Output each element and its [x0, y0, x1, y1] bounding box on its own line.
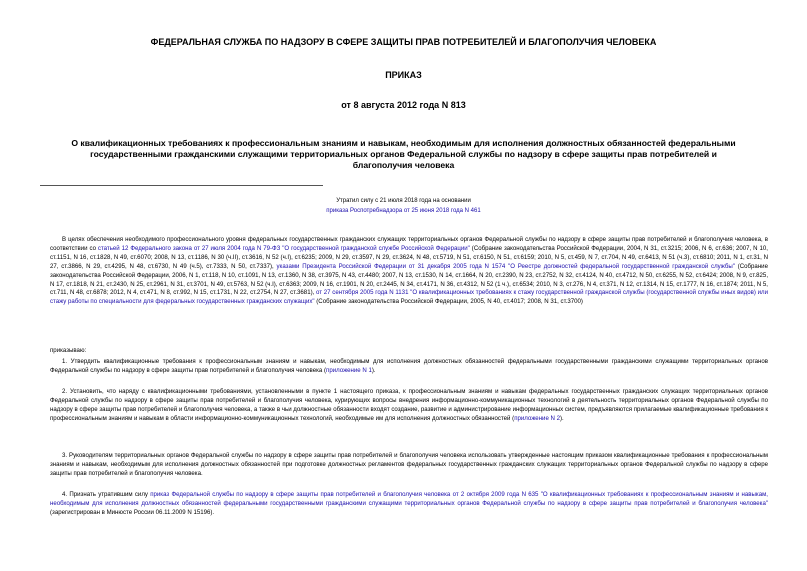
- paragraph-1-end: ).: [371, 366, 376, 374]
- repeal-note: Утратил силу с 21 июля 2018 года на основании: [336, 198, 471, 204]
- law-article-link[interactable]: статьей 12 Федерального закона от 27 июля 2004 года N 79-ФЗ "О государственной гражданской службе Российской Федерации": [97, 244, 470, 252]
- paragraph-3: 3. Руководителям территориальных органов Федеральной службы по надзору в сфере защиты прав потребителей и благополучия человека использовать утвержденные настоящим приказом квалификационные требования к профессиональным знаниям и навыкам, необходимым для исполнения должностных обязанностей при подготовке должностных регламентов федеральных государственных гражданских служащих территориальных органов Федеральной службы по надзору в сфере защиты прав потребителей и благополучия человека.: [50, 452, 768, 477]
- paragraph-2: [50, 388, 768, 424]
- appendix-1-link[interactable]: приложение N 1: [326, 366, 372, 374]
- preamble-text-1: В целях обеспечения необходимого профессионального уровня федеральных государственных гражданских служащих территориальных органов Федеральной службы по надзору в сфере защиты прав потребителей и благополучия человека, в соответствии со: [50, 236, 768, 252]
- paragraph-1: [50, 358, 768, 376]
- preamble-text-4: (Собрание законодательства Российской Федерации, 2005, N 40, ст.4017; 2008, N 31, ст.3700): [314, 298, 583, 306]
- appendix-2-link[interactable]: приложение N 2: [514, 414, 561, 422]
- order-word: приказываю:: [50, 347, 87, 354]
- decree-1131-link[interactable]: от 27 сентября 2005 года N 1131 "О квалификационных требованиях к стажу государственной гражданской службы (государственной службы иных видов) или стажу работы по специальности для федеральных государственных гражданских служащих": [50, 289, 768, 306]
- agency-heading: ФЕДЕРАЛЬНАЯ СЛУЖБА ПО НАДЗОРУ В СФЕРЕ ЗАЩИТЫ ПРАВ ПОТРЕБИТЕЛЕЙ И БЛАГОПОЛУЧИЯ ЧЕЛОВЕКА: [150, 37, 657, 47]
- preamble-text-2: (Собрание законодательства Российской Федерации, 2004, N 31, ст.3215; 2006, N 6, ст.636; 2007, N 10, ст.1151, N 16, ст.1828, N 49, ст.6070; 2008, N 13, ст.1186, N 30 (ч.II), ст.3616, N 52 (ч.I), ст.6235; 2009, N 29, ст.3597, N 29, ст.3624, N 48, ст.5719, N 51, ст.6150, N 51, ст.6159; 2010, N 5, ст.459, N 7, ст.704, N 49, ст.6413, N 51 (ч.3), ст.6810; 2011, N 1, ст.31, N 27, ст.3866, N 29, ст.4295, N 48, ст.6730, N 49 (ч.5), ст.7333, N 50, ст.7337),: [50, 244, 768, 270]
- divider: [40, 185, 323, 186]
- paragraph-4: [50, 491, 768, 518]
- document-title: О квалификационных требованиях к профессиональным знаниям и навыкам, необходимым для исполнения должностных обязанностей федеральными государственными гражданскими служащими территориальных органов Федеральной службы по надзору в сфере защиты прав потребителей и благополучия человека: [71, 138, 736, 170]
- paragraph-2-text: 2. Установить, что наряду с квалификационными требованиями, установленными в пункте 1 настоящего приказа, к профессиональным знаниям и навыкам федеральных государственных гражданских служащих территориальных органов Федеральной службы по надзору в сфере защиты прав потребителей и благополучия человека, курирующих вопросы внедрения информационно-коммуникационных технологий в деятельность территориальных органов Федеральной службы по надзору в сфере защиты прав потребителей и благополучия человека, а также в чьи должностные обязанности входят создание, развитие и администрирование информационных систем, предъявляются прилагаемые квалификационные требования к профессиональным знаниям и навыкам в области информационно-коммуникационных технологий, необходимые им для исполнения должностных обязанностей (: [50, 388, 768, 422]
- preamble-paragraph: [50, 236, 768, 307]
- repeal-order-link[interactable]: приказа Роспотребнадзора от 25 июня 2018 года N 461: [326, 208, 481, 214]
- repealed-order-link[interactable]: приказ Федеральной службы по надзору в сфере защиты прав потребителей и благополучия человека от 2 октября 2009 года N 635 "О квалификационных требованиях к профессиональным знаниям и навыкам, необходимым для исполнения должностных обязанностей федеральными государственными гражданскими служащими территориальных органов Федеральной службы по надзору в сфере защиты прав потребителей и благополучия человека": [50, 491, 768, 507]
- repeal-note-line2: [0, 208, 807, 214]
- document-type: ПРИКАЗ: [385, 70, 422, 80]
- preamble-text-3: (Собрание законодательства Российской Федерации, 2006, N 1, ст.118, N 10, ст.1091, N 13, ст.1360, N 38, ст.3975, N 43, ст.4480; 2007, N 13, ст.1530, N 14, ст.1664, N 20, ст.2390, N 23, ст.2752, N 32, ст.4124, N 40, ст.4712, N 50, ст.6255, N 52, ст.6424; 2008, N 9, ст.825, N 17, ст.1818, N 21, ст.2430, N 25, ст.2961, N 31, ст.3701, N 49, ст.5763, N 52 (ч.I), ст.6363; 2009, N 16, ст.1901, N 20, ст.2445, N 34, ст.4171, N 36, ст.4312, N 52 (1 ч.), ст.6534; 2010, N 3, ст.276, N 4, ст.371, N 12, ст.1314, N 15, ст.1777, N 16, ст.1874; 2011, N 5, ст.711, N 48, ст.6878; 2012, N 4, ст.471, N 8, ст.992, N 15, ст.1731, N 22, ст.2754, N 27, ст.3681),: [50, 262, 769, 297]
- paragraph-1-text: 1. Утвердить квалификационные требования к профессиональным знаниям и навыкам, необходимым для исполнения должностных обязанностей федеральными государственными гражданскими служащими территориальных органов Федеральной службы по надзору в сфере защиты прав потребителей и благополучия человека (: [50, 358, 768, 374]
- paragraph-4-text: 4. Признать утратившим силу: [62, 491, 151, 498]
- paragraph-4-end: (зарегистрирован в Минюсте России 06.11.2009 N 15196).: [50, 508, 215, 516]
- paragraph-2-end: ).: [560, 414, 564, 422]
- document-date: от 8 августа 2012 года N 813: [341, 100, 466, 110]
- presidential-decree-link[interactable]: указами Президента Российской Федерации от 31 декабря 2005 года N 1574 "О Реестре должностей федеральной государственной гражданской службы": [276, 262, 735, 270]
